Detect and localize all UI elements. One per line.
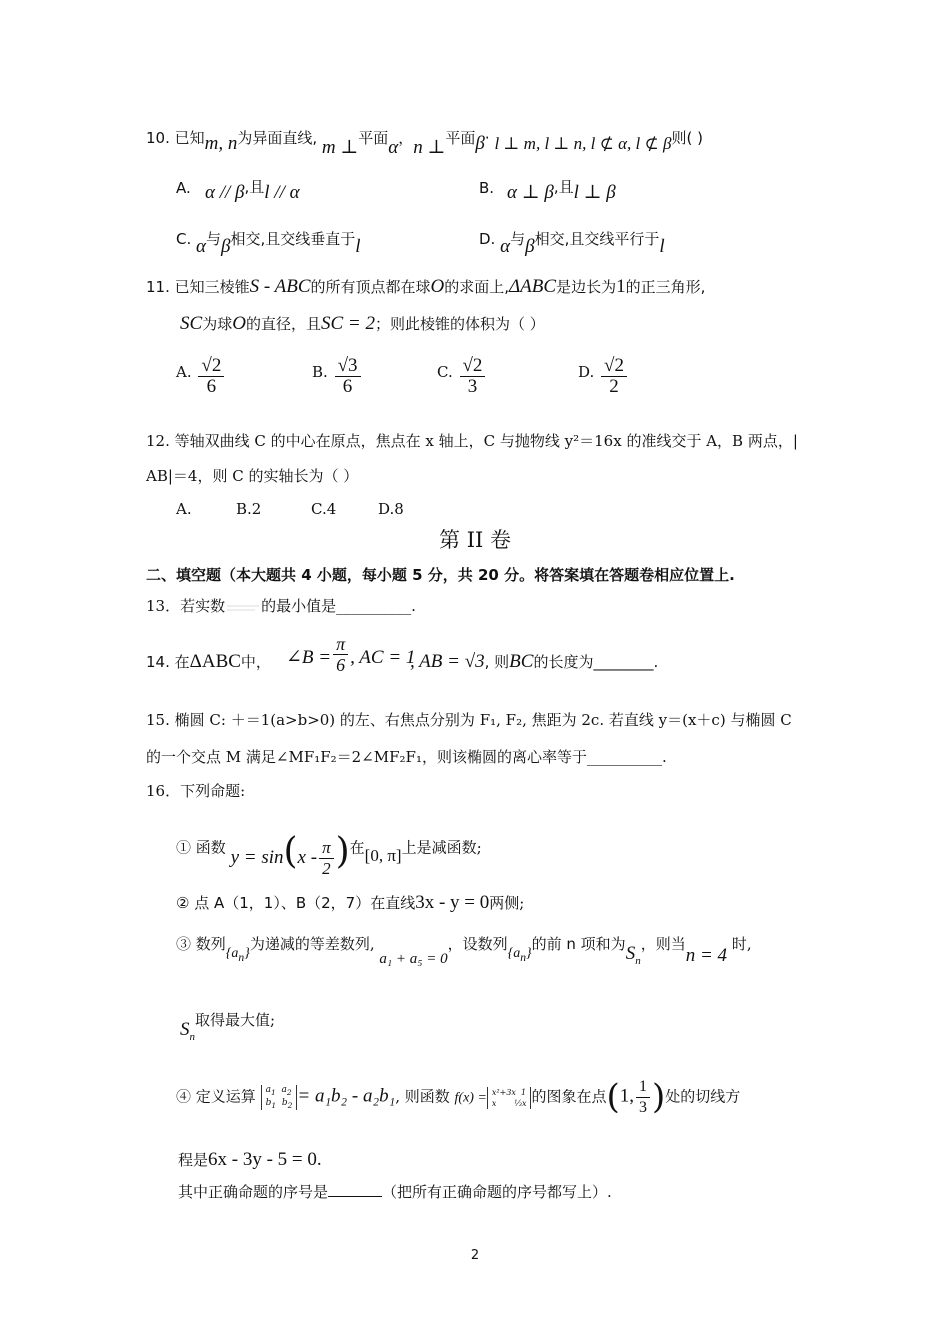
- q16-p4-pt-one: 1,: [619, 1085, 635, 1107]
- q11-o2: O: [232, 313, 246, 334]
- q16-p2: [176, 893, 524, 913]
- q12-option-c: C.4: [311, 500, 337, 518]
- q11-t4: 的正三角形,: [625, 278, 706, 296]
- q11-c-num: √2: [460, 356, 486, 377]
- q12-line2: AB|＝4，则 C 的实轴长为（ ）: [146, 467, 359, 485]
- q11-a-label: A.: [176, 362, 192, 381]
- q16-p1-pre: ① 函数: [176, 838, 226, 857]
- q10-d-beta: β: [525, 236, 535, 257]
- q14-angle-b: ∠B =: [286, 646, 332, 668]
- q16-p3-sn2: $S_n$: [180, 1019, 195, 1043]
- q10-t1: 为异面直线,: [237, 129, 318, 147]
- q11-option-d: [578, 356, 629, 397]
- q16-p4-fx: f(x) =: [454, 1090, 487, 1106]
- q14-bc: BC: [509, 651, 534, 672]
- q16-p3-s: S: [625, 943, 636, 964]
- q10-c-l: l: [355, 236, 361, 257]
- q13-post: 的最小值是__________.: [261, 597, 416, 615]
- q16-p3: [176, 934, 752, 967]
- q10-then: 则( ): [671, 129, 703, 147]
- q10-option-a: [176, 178, 191, 198]
- section2-heading: 二、填空题（本大题共 4 小题，每小题 5 分，共 20 分。将答案填在答题卷相应位置上.: [146, 566, 735, 584]
- q11-d-den: 2: [609, 376, 619, 397]
- q10-c-yu: 与: [206, 230, 222, 248]
- q14-mid: , 则: [484, 653, 510, 671]
- q12-line1: 12. 等轴双曲线 C 的中心在原点，焦点在 x 轴上，C 与抛物线 y²＝16x 的准线交于 A，B 两点，|: [146, 432, 798, 450]
- answer-blank[interactable]: [328, 1196, 382, 1197]
- q10-c-label: C.: [176, 230, 192, 248]
- q11-t7: ；则此棱锥的体积为（ ）: [374, 315, 545, 333]
- q14-dabc: ΔABC: [189, 651, 241, 672]
- q16-p1-pi: π: [319, 838, 334, 859]
- q11-sabc: S - ABC: [249, 276, 311, 297]
- q11-o: O: [430, 276, 445, 297]
- q14-pi: π: [333, 634, 348, 655]
- q10-b-text: α ⊥ β: [507, 182, 554, 203]
- q16-p3-line2: [180, 1010, 276, 1043]
- q11-stem: 11. 已知三棱锥: [146, 278, 250, 296]
- q11-c-den: 3: [467, 376, 478, 397]
- q16-p4-line2-pre: 程是: [178, 1151, 209, 1169]
- q10-d-yu: 与: [510, 230, 526, 248]
- q11-sc2: SC = 2: [320, 313, 375, 334]
- q11-sc: SC: [180, 313, 203, 334]
- q10-stem: 10. 已知: [146, 129, 205, 147]
- q10-comma: ，: [398, 129, 414, 147]
- q10-alpha: α: [388, 137, 399, 158]
- q16-p1-paren-right: ): [335, 830, 350, 872]
- q16-p1-post: 上是减函数;: [401, 838, 482, 857]
- q11-dabc: ΔABC: [509, 276, 557, 297]
- q10-b-end: l ⊥ β: [573, 182, 616, 203]
- q14-ab: , AB = √3: [410, 651, 485, 672]
- q16-p3-an2: $\{a_n\}$: [507, 946, 532, 964]
- q16-p2-pre: ② 点 A（1，1）、B（2，7）在直线: [176, 894, 416, 912]
- q16-p4-line2: [178, 1150, 322, 1170]
- q14-six: 6: [336, 655, 346, 675]
- q10-c-beta: β: [221, 236, 231, 257]
- q16-p2-line: 3x - y = 0: [415, 892, 490, 913]
- q16-p4-pt-den: 3: [639, 1099, 648, 1116]
- q16-p1: [176, 828, 482, 878]
- q11-d-num: √2: [601, 356, 627, 377]
- q10-t3: 平面: [445, 129, 476, 147]
- part2-title: 第 II 卷: [439, 528, 511, 552]
- q16-p4-line2-eq: 6x - 3y - 5 = 0.: [208, 1149, 322, 1170]
- q11-d-label: D.: [578, 362, 595, 381]
- q10-d-alpha: α: [500, 236, 511, 257]
- q16-final: [178, 1182, 612, 1202]
- q14-line: [146, 652, 271, 672]
- q10-stem-line: [146, 128, 703, 158]
- q16-p3-mid4: ，则当: [640, 935, 686, 953]
- q14-ac: , AC = 1: [350, 646, 416, 668]
- q16-p4-pt-right: ): [652, 1076, 666, 1117]
- q10-d-label: D.: [479, 230, 496, 248]
- q11-a-den: 6: [206, 376, 217, 397]
- q10-d-text: 相交,且交线平行于: [534, 230, 660, 248]
- q10-option-b: [479, 178, 494, 198]
- q10-d-l: l: [659, 236, 665, 257]
- q14-post: 的长度为________.: [533, 653, 659, 671]
- q16-p4-post: 处的切线方: [665, 1087, 741, 1106]
- q10-c-alpha: α: [196, 236, 207, 257]
- q14-angle: [286, 634, 415, 675]
- q11-t3: 是边长为: [556, 278, 617, 296]
- q10-a-end: l // α: [264, 182, 300, 203]
- q16-p3-n-sub: n: [238, 950, 245, 964]
- q16-p2-post: 两侧;: [489, 894, 525, 912]
- q12-option-a: A.: [176, 500, 192, 518]
- q11-t1: 的所有顶点都在球: [310, 278, 431, 296]
- q11-b-num: √3: [335, 356, 361, 377]
- q10-dot: ·: [484, 129, 490, 147]
- q16-p4-pt-num: 1: [636, 1077, 650, 1098]
- q11-t2: 的求面上,: [444, 278, 510, 296]
- q11-t5: 为球: [202, 315, 233, 333]
- q16-p3-shi: 时,: [731, 935, 752, 953]
- page-number: 2: [470, 1248, 480, 1263]
- q16-p3-mid2: ，设数列: [447, 935, 508, 953]
- q11-b-den: 6: [342, 376, 353, 397]
- q16-p3-a: a: [231, 946, 239, 961]
- q10-cond: l ⊥ m, l ⊥ n, l ⊄ α, l ⊄ β: [494, 134, 672, 153]
- q14-zhong: 中，: [240, 653, 271, 671]
- q16-p4-det: = a₁b₂ - a₂b₁: [297, 1085, 396, 1107]
- q16-p4-pre: ④ 定义运算: [176, 1087, 256, 1106]
- q10-option-a-body: [205, 178, 300, 203]
- q11-b-label: B.: [312, 362, 328, 381]
- q16-p1-x: x -: [297, 846, 318, 868]
- q16-p3-pre: ③ 数列: [176, 935, 226, 953]
- q16-p3-an: $\{a_n\}$: [225, 946, 250, 964]
- q16-p4-pt-left: (: [606, 1076, 620, 1117]
- q11-a-num: √2: [198, 356, 224, 377]
- q10-beta: β: [475, 133, 485, 154]
- q10-a-text: α // β: [205, 182, 245, 203]
- q10-a-label: A.: [176, 179, 191, 197]
- q16-p3-mid: 为递减的等差数列,: [249, 935, 375, 953]
- q16-p1-func: y = sin: [230, 846, 284, 868]
- q14-rest: [410, 652, 658, 672]
- q16-p1-two: 2: [322, 859, 331, 878]
- q16-p4-mid2: 的图象在点: [531, 1087, 607, 1106]
- q10-m-perp: m ⊥: [321, 137, 359, 158]
- q16-p3-s2: S: [180, 1019, 190, 1040]
- q16-p3-post: 取得最大值;: [195, 1011, 276, 1029]
- q16-p3-sn: $S_n$: [625, 943, 641, 967]
- q16-p1-int: [0, π]: [364, 845, 402, 865]
- q16-p4-det-matrix: $a_1$ $a_2$ $b_1$ $b_2$: [261, 1085, 298, 1111]
- q10-t2: 平面: [358, 129, 389, 147]
- q11-option-a: [176, 356, 226, 397]
- q16-p4-mid: , 则函数: [395, 1087, 450, 1106]
- q11-option-c: [437, 356, 487, 397]
- q16-p3-mid3: 的前 n 项和为: [531, 935, 626, 953]
- q12-option-b: B.2: [236, 500, 262, 518]
- q10-b-and: ,且: [553, 178, 574, 196]
- q13-line: [146, 596, 416, 616]
- q16-head: 16．下列命题:: [146, 782, 246, 800]
- q12-option-d: D.8: [378, 500, 404, 518]
- q10-mn: m, n: [204, 133, 238, 154]
- q11-line1: [146, 277, 705, 297]
- q10-option-b-body: [507, 178, 616, 203]
- q10-a-and: ,且: [244, 178, 265, 196]
- q16-p3-cond: a₁ + a₅ = 0: [379, 951, 448, 967]
- q16-final-post: （把所有正确命题的序号都写上）.: [382, 1183, 612, 1201]
- q16-p3-n4: n = 4: [685, 945, 728, 966]
- q10-n-perp: n ⊥: [413, 137, 446, 158]
- q16-p4-fx-matrix: x²+3x 1 x ⅓x: [487, 1087, 532, 1109]
- q13-pre: 13．若实数: [146, 597, 226, 615]
- q16-p1-paren-left: (: [283, 830, 298, 872]
- q15-line2: 的一个交点 M 满足∠MF₁F₂＝2∠MF₂F₁，则该椭圆的离心率等于__________.: [146, 748, 667, 766]
- q15-line1: 15. 椭圆 C: ＋＝1(a>b>0) 的左、右焦点分别为 F₁, F₂, 焦距为 2c. 若直线 y＝(x＋c) 与椭圆 C: [146, 711, 792, 729]
- q10-option-d: [479, 229, 665, 257]
- q11-one: 1: [616, 276, 626, 297]
- q10-option-c: [176, 229, 361, 257]
- q16-p1-zai: 在: [349, 838, 365, 857]
- q11-t6: 的直径，且: [245, 315, 321, 333]
- q16-final-pre: 其中正确命题的序号是: [178, 1183, 329, 1201]
- q11-c-label: C.: [437, 362, 453, 381]
- q11-option-b: [312, 356, 363, 397]
- q10-c-text: 相交,且交线垂直于: [230, 230, 356, 248]
- q14-pre: 14. 在: [146, 653, 190, 671]
- q11-line2: [180, 314, 545, 334]
- q10-b-label: B.: [479, 179, 495, 197]
- q13-faded-formula-image: [225, 600, 261, 614]
- q16-p4: [176, 1077, 740, 1118]
